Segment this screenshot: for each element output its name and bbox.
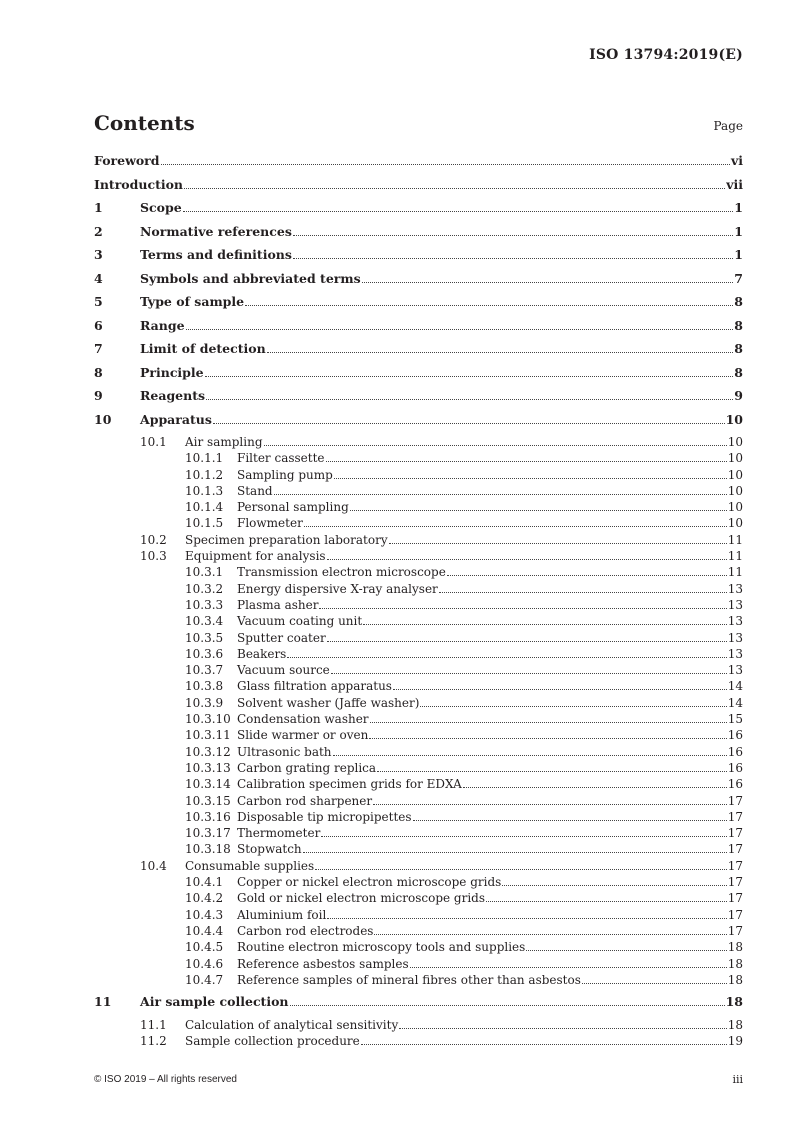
- dot-leader: [321, 836, 726, 837]
- toc-entry[interactable]: [94, 468, 743, 484]
- toc-entry[interactable]: [94, 294, 743, 318]
- toc-entry-title: Solvent washer (Jaffe washer): [237, 695, 420, 710]
- dot-leader: [373, 804, 727, 805]
- toc-entry-page: 9: [734, 388, 743, 403]
- toc-entry-title: Calculation of analytical sensitivity: [185, 1017, 399, 1032]
- toc-entry-title: Terms and definitions: [140, 247, 292, 262]
- toc-entry-title: Disposable tip micropipettes: [237, 809, 412, 824]
- toc-entry-number: 10.4.4: [185, 923, 224, 938]
- toc-entry-title: Specimen preparation laboratory: [185, 532, 388, 547]
- toc-entry-number: 10.3.4: [185, 614, 224, 629]
- toc-entry-number: 10.4: [140, 858, 167, 873]
- dot-leader: [393, 689, 727, 690]
- dot-leader: [463, 787, 727, 788]
- toc-entry[interactable]: [94, 271, 743, 295]
- dot-leader: [363, 624, 727, 625]
- toc-entry-title: Aluminium foil: [237, 907, 327, 922]
- toc-entry-title: Scope: [140, 200, 182, 215]
- dot-leader: [334, 478, 727, 479]
- dot-leader: [377, 771, 727, 772]
- toc-entry-number: 11: [94, 994, 112, 1010]
- toc-entry[interactable]: [94, 696, 743, 712]
- toc-entry-title: Calibration specimen grids for EDXA: [237, 777, 462, 792]
- dot-leader: [327, 641, 727, 642]
- toc-entry[interactable]: [94, 647, 743, 663]
- toc-entry[interactable]: [94, 994, 743, 1018]
- toc-entry-page: 8: [734, 317, 743, 333]
- toc-entry-page: 10: [727, 467, 743, 482]
- toc-entry[interactable]: [94, 745, 743, 761]
- toc-entry-number: 10.3: [140, 549, 167, 564]
- toc-entry-title: Copper or nickel electron microscope grids: [237, 875, 502, 890]
- toc-entry-page: 8: [734, 364, 743, 380]
- toc-entry-number: 10.4.1: [185, 875, 224, 890]
- toc-entry-number: 10.3.8: [185, 679, 224, 694]
- toc-entry-number: 10.3.10: [185, 712, 231, 727]
- toc-entry-number: 1: [94, 200, 103, 215]
- toc-entry[interactable]: [94, 663, 743, 679]
- toc-entry-page: 10: [727, 500, 743, 515]
- toc-entry-number: 3: [94, 247, 103, 262]
- dot-leader: [439, 592, 727, 593]
- dot-leader: [369, 738, 726, 739]
- toc-entry-title: Sampling pump: [237, 467, 333, 482]
- toc-entry-page: 11: [727, 549, 743, 564]
- toc-entry-number: 10.1.4: [185, 500, 224, 515]
- toc-entry-title: Transmission electron microscope: [237, 565, 446, 580]
- dot-leader: [420, 706, 726, 707]
- toc-entry[interactable]: [94, 533, 743, 549]
- toc-entry-title: Reference asbestos samples: [237, 956, 409, 971]
- toc-entry[interactable]: [94, 177, 743, 201]
- toc-entry-page: 13: [727, 630, 743, 645]
- toc-entry[interactable]: [94, 484, 743, 500]
- toc-entry-page: 1: [734, 223, 743, 239]
- toc-entry[interactable]: [94, 200, 743, 224]
- toc-entry-title: Vacuum source: [237, 663, 330, 678]
- dot-leader: [213, 423, 725, 424]
- toc-entry-page: 17: [727, 793, 743, 808]
- toc-entry-page: 16: [727, 728, 743, 743]
- toc-entry[interactable]: [94, 341, 743, 365]
- toc-entry-number: 10.3.15: [185, 793, 231, 808]
- dot-leader: [326, 461, 727, 462]
- toc-entry[interactable]: [94, 224, 743, 248]
- dot-leader: [350, 510, 727, 511]
- toc-entry-title: Gold or nickel electron microscope grids: [237, 891, 486, 906]
- dot-leader: [413, 820, 727, 821]
- page-number: iii: [732, 1073, 743, 1086]
- toc-entry-title: Energy dispersive X-ray analyser: [237, 581, 438, 596]
- toc-entry[interactable]: [94, 516, 743, 532]
- toc-entry-number: 7: [94, 341, 103, 356]
- toc-entry-title: Equipment for analysis: [185, 549, 326, 564]
- toc-entry-title: Symbols and abbreviated terms: [140, 270, 361, 286]
- dot-leader: [206, 399, 733, 400]
- toc-entry[interactable]: [94, 810, 743, 826]
- toc-entry-title: Consumable supplies: [185, 858, 315, 873]
- toc-entry[interactable]: [94, 679, 743, 695]
- toc-entry-number: 6: [94, 317, 103, 333]
- toc-entry-title: Air sample collection: [140, 994, 289, 1010]
- toc-entry-page: 11: [727, 532, 743, 547]
- toc-entry-number: 10.4.6: [185, 956, 224, 971]
- dot-leader: [303, 852, 727, 853]
- toc-entry-title: Filter cassette: [237, 451, 325, 466]
- toc-entry-page: 18: [727, 972, 743, 987]
- toc-entry-title: Foreword: [94, 153, 160, 168]
- toc-entry-number: 10.3.16: [185, 809, 231, 824]
- toc-entry-page: 18: [727, 940, 743, 955]
- toc-entry-number: 11.1: [140, 1017, 167, 1032]
- toc-entry-page: 8: [734, 294, 743, 309]
- toc-entry-page: 1: [734, 200, 743, 215]
- toc-entry-page: 11: [727, 565, 743, 580]
- toc-entry[interactable]: [94, 247, 743, 271]
- dot-leader: [274, 494, 727, 495]
- dot-leader: [374, 934, 726, 935]
- toc-entry[interactable]: [94, 712, 743, 728]
- toc-entry-number: 10.4.5: [185, 940, 224, 955]
- toc-entry[interactable]: [94, 924, 743, 940]
- toc-entry[interactable]: [94, 957, 743, 973]
- toc-entry-page: 8: [734, 341, 743, 356]
- toc-entry-title: Ultrasonic bath: [237, 744, 332, 759]
- dot-leader: [290, 1005, 725, 1006]
- dot-leader: [331, 673, 727, 674]
- toc-entry-page: 13: [727, 646, 743, 661]
- toc-entry[interactable]: [94, 777, 743, 793]
- dot-leader: [333, 755, 727, 756]
- toc-entry-page: 10: [727, 516, 743, 531]
- toc-entry[interactable]: [94, 826, 743, 842]
- toc-entry-page: 1: [734, 247, 743, 262]
- toc-entry[interactable]: [94, 582, 743, 598]
- dot-leader: [327, 559, 727, 560]
- toc-entry[interactable]: [94, 388, 743, 412]
- toc-entry[interactable]: [94, 153, 743, 177]
- toc-entry-page: 14: [727, 679, 743, 694]
- toc-entry-number: 10.3.1: [185, 565, 224, 580]
- toc-entry-page: 13: [727, 597, 743, 612]
- toc-entry-title: Plasma asher: [237, 597, 319, 612]
- toc-entry-page: 18: [725, 994, 743, 1010]
- toc-entry-title: Introduction: [94, 176, 184, 192]
- toc-entry-number: 10.3.6: [185, 646, 224, 661]
- toc-entry-number: 10.1.5: [185, 516, 224, 531]
- toc-entry-page: 10: [727, 483, 743, 498]
- toc-entry-title: Glass filtration apparatus: [237, 679, 392, 694]
- toc-entry-title: Stopwatch: [237, 842, 302, 857]
- toc-entry[interactable]: [94, 598, 743, 614]
- toc-entry[interactable]: [94, 728, 743, 744]
- dot-leader: [184, 188, 725, 189]
- toc-entry-page: 17: [727, 907, 743, 922]
- toc-entry-page: 17: [727, 923, 743, 938]
- toc-entry-number: 10.3.12: [185, 744, 231, 759]
- dot-leader: [362, 282, 734, 283]
- toc-entry-title: Vacuum coating unit: [237, 614, 363, 629]
- toc-entry-number: 5: [94, 294, 103, 309]
- table-of-contents: [94, 153, 743, 1050]
- page-title: Contents: [94, 111, 195, 135]
- toc-entry-title: Beakers: [237, 646, 287, 661]
- toc-entry[interactable]: [94, 875, 743, 891]
- dot-leader: [486, 901, 727, 902]
- toc-entry-number: 10.3.14: [185, 777, 231, 792]
- toc-entry-number: 11.2: [140, 1033, 167, 1048]
- toc-entry-page: 17: [727, 826, 743, 841]
- dot-leader: [319, 608, 726, 609]
- toc-entry-number: 8: [94, 364, 103, 380]
- toc-entry-title: Sputter coater: [237, 630, 326, 645]
- dot-leader: [502, 885, 726, 886]
- copyright-footer: © ISO 2019 – All rights reserved: [94, 1074, 237, 1085]
- toc-entry-title: Range: [140, 317, 185, 333]
- document-header: ISO 13794:2019(E): [589, 47, 743, 63]
- toc-entry-number: 10.1: [140, 435, 167, 449]
- toc-entry-title: Carbon rod electrodes: [237, 923, 374, 938]
- toc-entry-title: Normative references: [140, 223, 292, 239]
- toc-entry-page: 17: [727, 858, 743, 873]
- toc-entry-page: 13: [727, 614, 743, 629]
- toc-entry-title: Carbon grating replica: [237, 760, 377, 775]
- dot-leader: [287, 657, 726, 658]
- toc-entry-title: Sample collection procedure: [185, 1033, 360, 1048]
- toc-entry-page: 10: [725, 411, 743, 427]
- toc-entry-title: Principle: [140, 364, 204, 380]
- toc-entry-number: 10.1.1: [185, 451, 224, 466]
- toc-entry-page: 16: [727, 777, 743, 792]
- toc-entry[interactable]: [94, 842, 743, 858]
- toc-entry-page: 17: [727, 891, 743, 906]
- toc-entry-number: 10.3.5: [185, 630, 224, 645]
- dot-leader: [399, 1028, 726, 1029]
- toc-entry-number: 10.3.18: [185, 842, 231, 857]
- toc-entry[interactable]: [94, 631, 743, 647]
- toc-entry-number: 10.3.11: [185, 728, 231, 743]
- toc-entry-number: 10.1.2: [185, 467, 224, 482]
- dot-leader: [389, 543, 727, 544]
- toc-entry[interactable]: [94, 908, 743, 924]
- dot-leader: [315, 869, 727, 870]
- toc-entry-page: 10: [727, 451, 743, 466]
- toc-entry-page: 18: [727, 956, 743, 971]
- dot-leader: [361, 1044, 727, 1045]
- dot-leader: [186, 329, 734, 330]
- toc-entry[interactable]: [94, 365, 743, 389]
- toc-entry-number: 10.4.2: [185, 891, 224, 906]
- toc-entry-title: Personal sampling: [237, 500, 349, 515]
- toc-entry-page: vi: [730, 153, 743, 168]
- toc-entry-number: 10.3.3: [185, 597, 224, 612]
- toc-entry-number: 10.3.2: [185, 581, 224, 596]
- toc-entry-number: 9: [94, 388, 103, 403]
- toc-entry-page: 17: [727, 842, 743, 857]
- toc-entry-title: Type of sample: [140, 294, 245, 309]
- dot-leader: [161, 164, 730, 165]
- dot-leader: [183, 211, 734, 212]
- toc-entry[interactable]: [94, 794, 743, 810]
- toc-entry[interactable]: [94, 549, 743, 565]
- toc-entry-number: 10.3.9: [185, 695, 224, 710]
- toc-entry-title: Limit of detection: [140, 341, 266, 356]
- toc-entry[interactable]: [94, 859, 743, 875]
- toc-entry-page: 14: [727, 695, 743, 710]
- dot-leader: [267, 352, 734, 353]
- toc-entry-title: Apparatus: [140, 411, 212, 427]
- toc-entry-number: 10.3.17: [185, 826, 231, 841]
- toc-entry-title: Stand: [237, 483, 273, 498]
- dot-leader: [304, 526, 727, 527]
- toc-entry[interactable]: [94, 1018, 743, 1034]
- toc-entry-title: Carbon rod sharpener: [237, 793, 373, 808]
- toc-entry-number: 10: [94, 411, 112, 427]
- toc-entry-number: 2: [94, 223, 103, 239]
- toc-entry[interactable]: [94, 318, 743, 342]
- toc-entry-title: Flowmeter: [237, 516, 303, 531]
- toc-entry-number: 10.3.7: [185, 663, 224, 678]
- toc-entry[interactable]: [94, 614, 743, 630]
- toc-entry-page: 7: [734, 270, 743, 286]
- toc-entry-page: 10: [727, 435, 743, 449]
- toc-entry-page: vii: [726, 176, 743, 192]
- toc-entry-title: Routine electron microscopy tools and supplies: [237, 940, 526, 955]
- toc-entry-page: 17: [727, 875, 743, 890]
- toc-entry-page: 15: [727, 712, 743, 727]
- toc-entry-title: Reagents: [140, 388, 206, 403]
- toc-entry[interactable]: [94, 761, 743, 777]
- dot-leader: [526, 950, 726, 951]
- toc-entry-number: 10.3.13: [185, 760, 231, 775]
- toc-entry[interactable]: [94, 1034, 743, 1050]
- toc-entry-page: 13: [727, 663, 743, 678]
- toc-entry-title: Reference samples of mineral fibres other than asbestos: [237, 972, 581, 987]
- dot-leader: [447, 575, 727, 576]
- toc-entry-page: 16: [727, 760, 743, 775]
- dot-leader: [582, 983, 727, 984]
- toc-entry[interactable]: [94, 412, 743, 436]
- toc-entry[interactable]: [94, 973, 743, 989]
- toc-entry-page: 18: [727, 1017, 743, 1032]
- toc-entry[interactable]: [94, 891, 743, 907]
- toc-entry-title: Thermometer: [237, 826, 321, 841]
- toc-entry[interactable]: [94, 500, 743, 516]
- dot-leader: [293, 258, 733, 259]
- toc-entry-number: 10.4.7: [185, 972, 224, 987]
- dot-leader: [293, 235, 733, 236]
- toc-entry[interactable]: [94, 565, 743, 581]
- toc-entry-title: Air sampling: [185, 435, 263, 449]
- page-column-label: Page: [713, 119, 743, 133]
- toc-entry-page: 16: [727, 744, 743, 759]
- dot-leader: [370, 722, 727, 723]
- toc-entry-title: Slide warmer or oven: [237, 728, 369, 743]
- dot-leader: [205, 376, 734, 377]
- toc-entry-number: 4: [94, 270, 103, 286]
- toc-entry-page: 17: [727, 809, 743, 824]
- toc-entry[interactable]: [94, 435, 743, 451]
- toc-entry[interactable]: [94, 940, 743, 956]
- dot-leader: [410, 967, 727, 968]
- dot-leader: [327, 918, 726, 919]
- toc-entry-number: 10.4.3: [185, 907, 224, 922]
- dot-leader: [245, 305, 733, 306]
- toc-entry-number: 10.2: [140, 532, 167, 547]
- toc-entry-number: 10.1.3: [185, 483, 224, 498]
- dot-leader: [264, 445, 727, 446]
- toc-entry-page: 19: [727, 1033, 743, 1048]
- toc-entry[interactable]: [94, 451, 743, 467]
- toc-entry-title: Condensation washer: [237, 712, 369, 727]
- toc-entry-page: 13: [727, 581, 743, 596]
